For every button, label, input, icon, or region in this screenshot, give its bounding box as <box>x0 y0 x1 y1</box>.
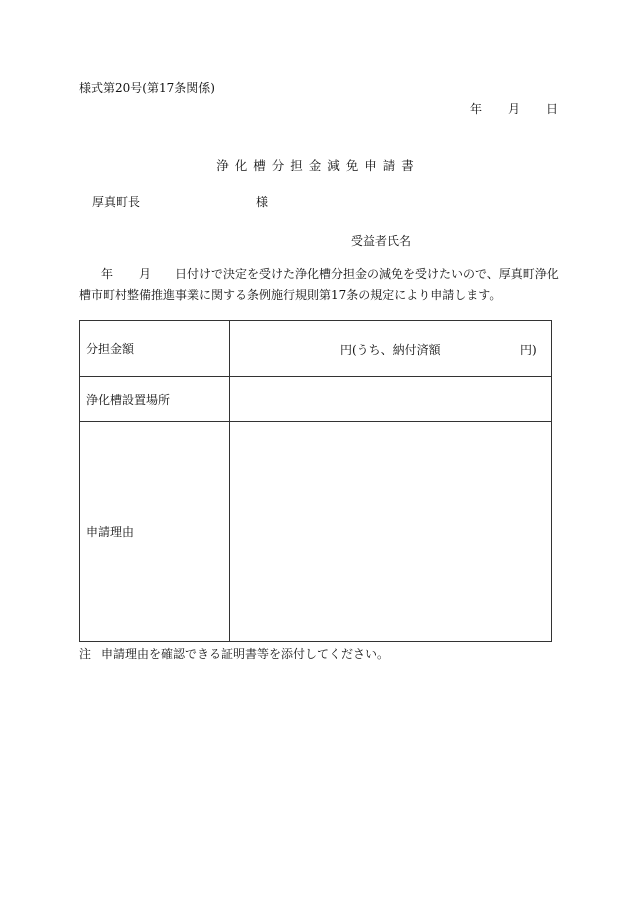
paid-amount-yen-text: 円) <box>520 343 537 357</box>
statement-line-1-text: 日付けで決定を受けた浄化槽分担金の減免を受けたいので、厚真町浄化 <box>175 267 559 281</box>
note-text: 申請理由を確認できる証明書等を添付してください。 <box>101 647 390 661</box>
document-title: 浄化槽分担金減免申請書 <box>216 158 420 173</box>
table-row-contribution-amount <box>80 321 552 377</box>
date-day-label: 日 <box>546 102 559 116</box>
table-row-installation-site <box>80 377 552 422</box>
addressee-honorific: 様 <box>256 195 269 209</box>
form-number: 様式第20号(第17条関係) <box>79 81 215 95</box>
table-row-application-reason <box>80 422 552 642</box>
beneficiary-name-label: 受益者氏名 <box>351 234 412 248</box>
statement-line-1 <box>79 264 559 285</box>
date-month-label: 月 <box>508 102 521 116</box>
addressee-name: 厚真町長 <box>92 195 141 209</box>
statement-year: 年 <box>101 267 114 281</box>
note <box>79 645 389 662</box>
statement-month: 月 <box>139 267 152 281</box>
application-reason-label: 申請理由 <box>80 422 230 642</box>
note-mark: 注 <box>79 647 92 661</box>
contribution-amount-label: 分担金額 <box>80 321 230 377</box>
date-line <box>470 100 558 117</box>
installation-site-label: 浄化槽設置場所 <box>80 377 230 422</box>
installation-site-field[interactable] <box>230 377 552 422</box>
contribution-amount-field[interactable] <box>230 321 552 377</box>
date-year-label: 年 <box>470 102 483 116</box>
application-form-table <box>79 320 552 642</box>
statement-line-2: 槽市町村整備推進事業に関する条例施行規則第17条の規定により申請します。 <box>79 288 502 302</box>
application-statement <box>79 264 559 306</box>
contribution-amount-yen-text: 円(うち、納付済額 <box>340 343 441 357</box>
application-reason-field[interactable] <box>230 422 552 642</box>
